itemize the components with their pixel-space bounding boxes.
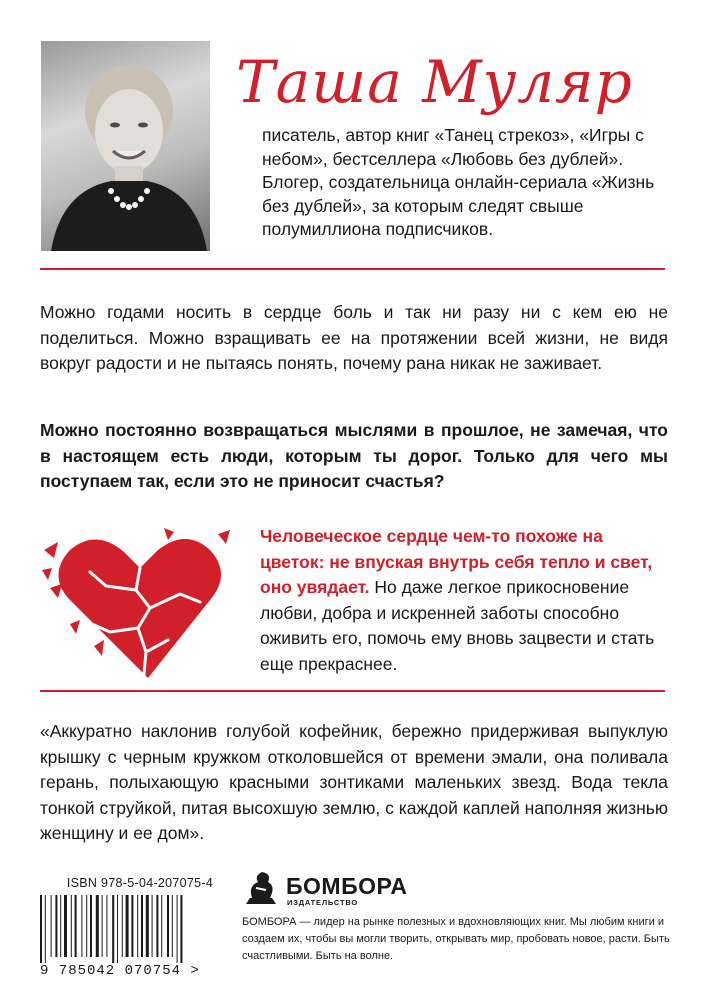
barcode-digits: 9 785042 070754 >	[40, 963, 200, 979]
barcode-bar	[64, 895, 67, 957]
barcode-bar	[71, 895, 72, 957]
barcode-bar	[90, 895, 92, 957]
barcode-bar	[60, 895, 61, 957]
barcode-bar	[51, 895, 52, 957]
isbn-label: ISBN 978-5-04-207075-4	[66, 876, 214, 890]
barcode-bar	[112, 895, 114, 963]
paragraph-3	[260, 524, 670, 677]
barcode-bar	[180, 895, 182, 963]
paragraph-3-rest: Но даже легкое прикосновение любви, добра и искренней заботы способно оживить его, помочь ему вновь зацвести и стать еще прекраснее.	[260, 577, 655, 674]
barcode-bar	[106, 895, 107, 957]
barcode-bar	[177, 895, 178, 963]
barcode-bar	[117, 895, 118, 963]
barcode-bar	[75, 895, 77, 957]
barcode-bar	[40, 895, 42, 963]
broken-heart-icon	[40, 528, 236, 678]
barcode-bar	[102, 895, 103, 957]
divider-bottom	[40, 690, 665, 692]
barcode-bar	[156, 895, 158, 957]
barcode-bar	[152, 895, 153, 957]
barcode-bar	[172, 895, 173, 957]
author-name: Таша Муляр	[236, 48, 633, 116]
barcode-bar	[126, 895, 129, 957]
barcode-bar	[122, 895, 123, 957]
paragraph-3-highlight: Человеческое сердце чем-то похоже на цветок: не впуская внутрь себя тепло и свет, оно увядает.	[260, 526, 653, 597]
publisher-description: БОМБОРА — лидер на рынке полезных и вдохновляющих книг. Мы любим книги и создаем их, чтобы вы могли творить, открывать мир, пробовать новое, расти. Быть счастливыми. Быть на волне.	[242, 916, 670, 962]
divider-top	[40, 268, 665, 270]
paragraph-2: Можно постоянно возвращаться мыслями в прошлое, не замечая, что в настоящем есть люди, которым ты дорог. Только для чего мы поступаем так, если это не приносит счастья?	[40, 420, 668, 491]
publisher-subtitle: ИЗДАТЕЛЬСТВО	[287, 898, 358, 907]
barcode-bar	[137, 895, 138, 957]
paragraph-1: Можно годами носить в сердце боль и так ни разу ни с кем ею не поделиться. Можно взращивать ее на протяжении всей жизни, не видя вокруг радости и не пытаясь понять, почему рана никак не заживает.	[40, 302, 668, 373]
publisher-logo-icon	[242, 868, 280, 908]
barcode-bar	[81, 895, 82, 957]
barcode-bar	[55, 895, 57, 957]
barcode-bar	[96, 895, 99, 957]
barcode-bar	[141, 895, 143, 957]
barcode-bar	[161, 895, 162, 957]
barcode-bar	[45, 895, 46, 963]
barcode	[40, 895, 208, 963]
author-bio: писатель, автор книг «Танец стрекоз», «Игры с небом», бестселлера «Любовь без дублей». Блогер, создательница онлайн-сериала «Жизнь без дублей», за которым следят свыше полумиллиона подписчиков.	[262, 125, 655, 239]
book-excerpt: «Аккуратно наклонив голубой кофейник, бережно придерживая выпуклую крышку с черным кружком отколовшейся от времени эмали, она поливала герань, полыхающую красными зонтиками маленьких звезд. Вода текла тонкой струйкой, питая высохшую землю, с каждой каплей наполняя жизнью женщину и ее дом».	[40, 721, 668, 843]
barcode-bar	[167, 895, 169, 957]
barcode-bar	[131, 895, 133, 957]
barcode-bar	[86, 895, 87, 957]
barcode-bar	[146, 895, 149, 957]
publisher-name: БОМБОРА	[286, 873, 408, 899]
author-photo	[41, 41, 210, 251]
